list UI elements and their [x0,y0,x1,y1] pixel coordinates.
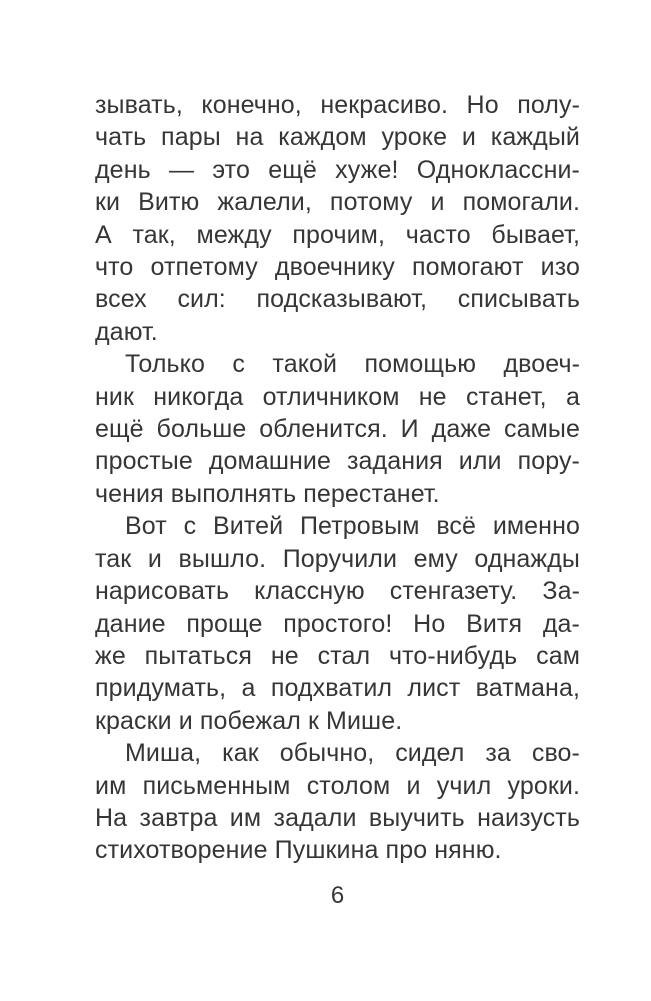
paragraph [95,89,580,348]
text-line: ник никогда отличником не станет, а [95,382,580,411]
text-line: же пытаться не стал что-нибудь сам [95,641,580,670]
text-line: им письменным столом и учил уроки. [95,771,580,800]
text-line: простые домашние задания или пору- [95,447,580,476]
paragraph [95,348,580,510]
text-line: день — это ещё хуже! Одноклассни- [95,155,580,184]
text-line: придумать, а подхватил лист ватмана, [95,674,580,703]
page-number: 6 [330,882,345,909]
text-line: Вот с Витей Петровым всё именно [125,512,580,541]
text-line: всех сил: подсказывают, списывать [95,285,580,314]
text-line: Только с такой помощью двоеч- [125,350,580,379]
text-line: краски и побежал к Мише. [95,706,403,735]
text-line: нарисовать классную стенгазету. За- [95,577,580,606]
text-line: чения выполнять перестанет. [95,479,440,508]
text-line: А так, между прочим, часто бывает, [95,220,580,249]
text-line: так и вышло. Поручили ему однажды [95,544,580,573]
text-line: что отпетому двоечнику помогают изо [95,253,580,282]
text-line: чать пары на каждом уроке и каждый [95,123,580,152]
text-line: дание проще простого! Но Витя да- [95,609,580,638]
text-line: стихотворение Пушкина про няню. [95,836,502,865]
paragraph [95,737,580,867]
text-line: зывать, конечно, некрасиво. Но полу- [95,91,580,119]
text-line: ещё больше обленится. И даже самые [95,415,580,444]
body-text [95,89,580,867]
text-line: Миша, как обычно, сидел за сво- [125,739,580,768]
text-line: дают. [95,317,158,346]
text-line: На завтра им задали выучить наизусть [95,803,580,832]
paragraph [95,510,580,737]
text-line: ки Витю жалели, потому и помогали. [95,188,580,217]
